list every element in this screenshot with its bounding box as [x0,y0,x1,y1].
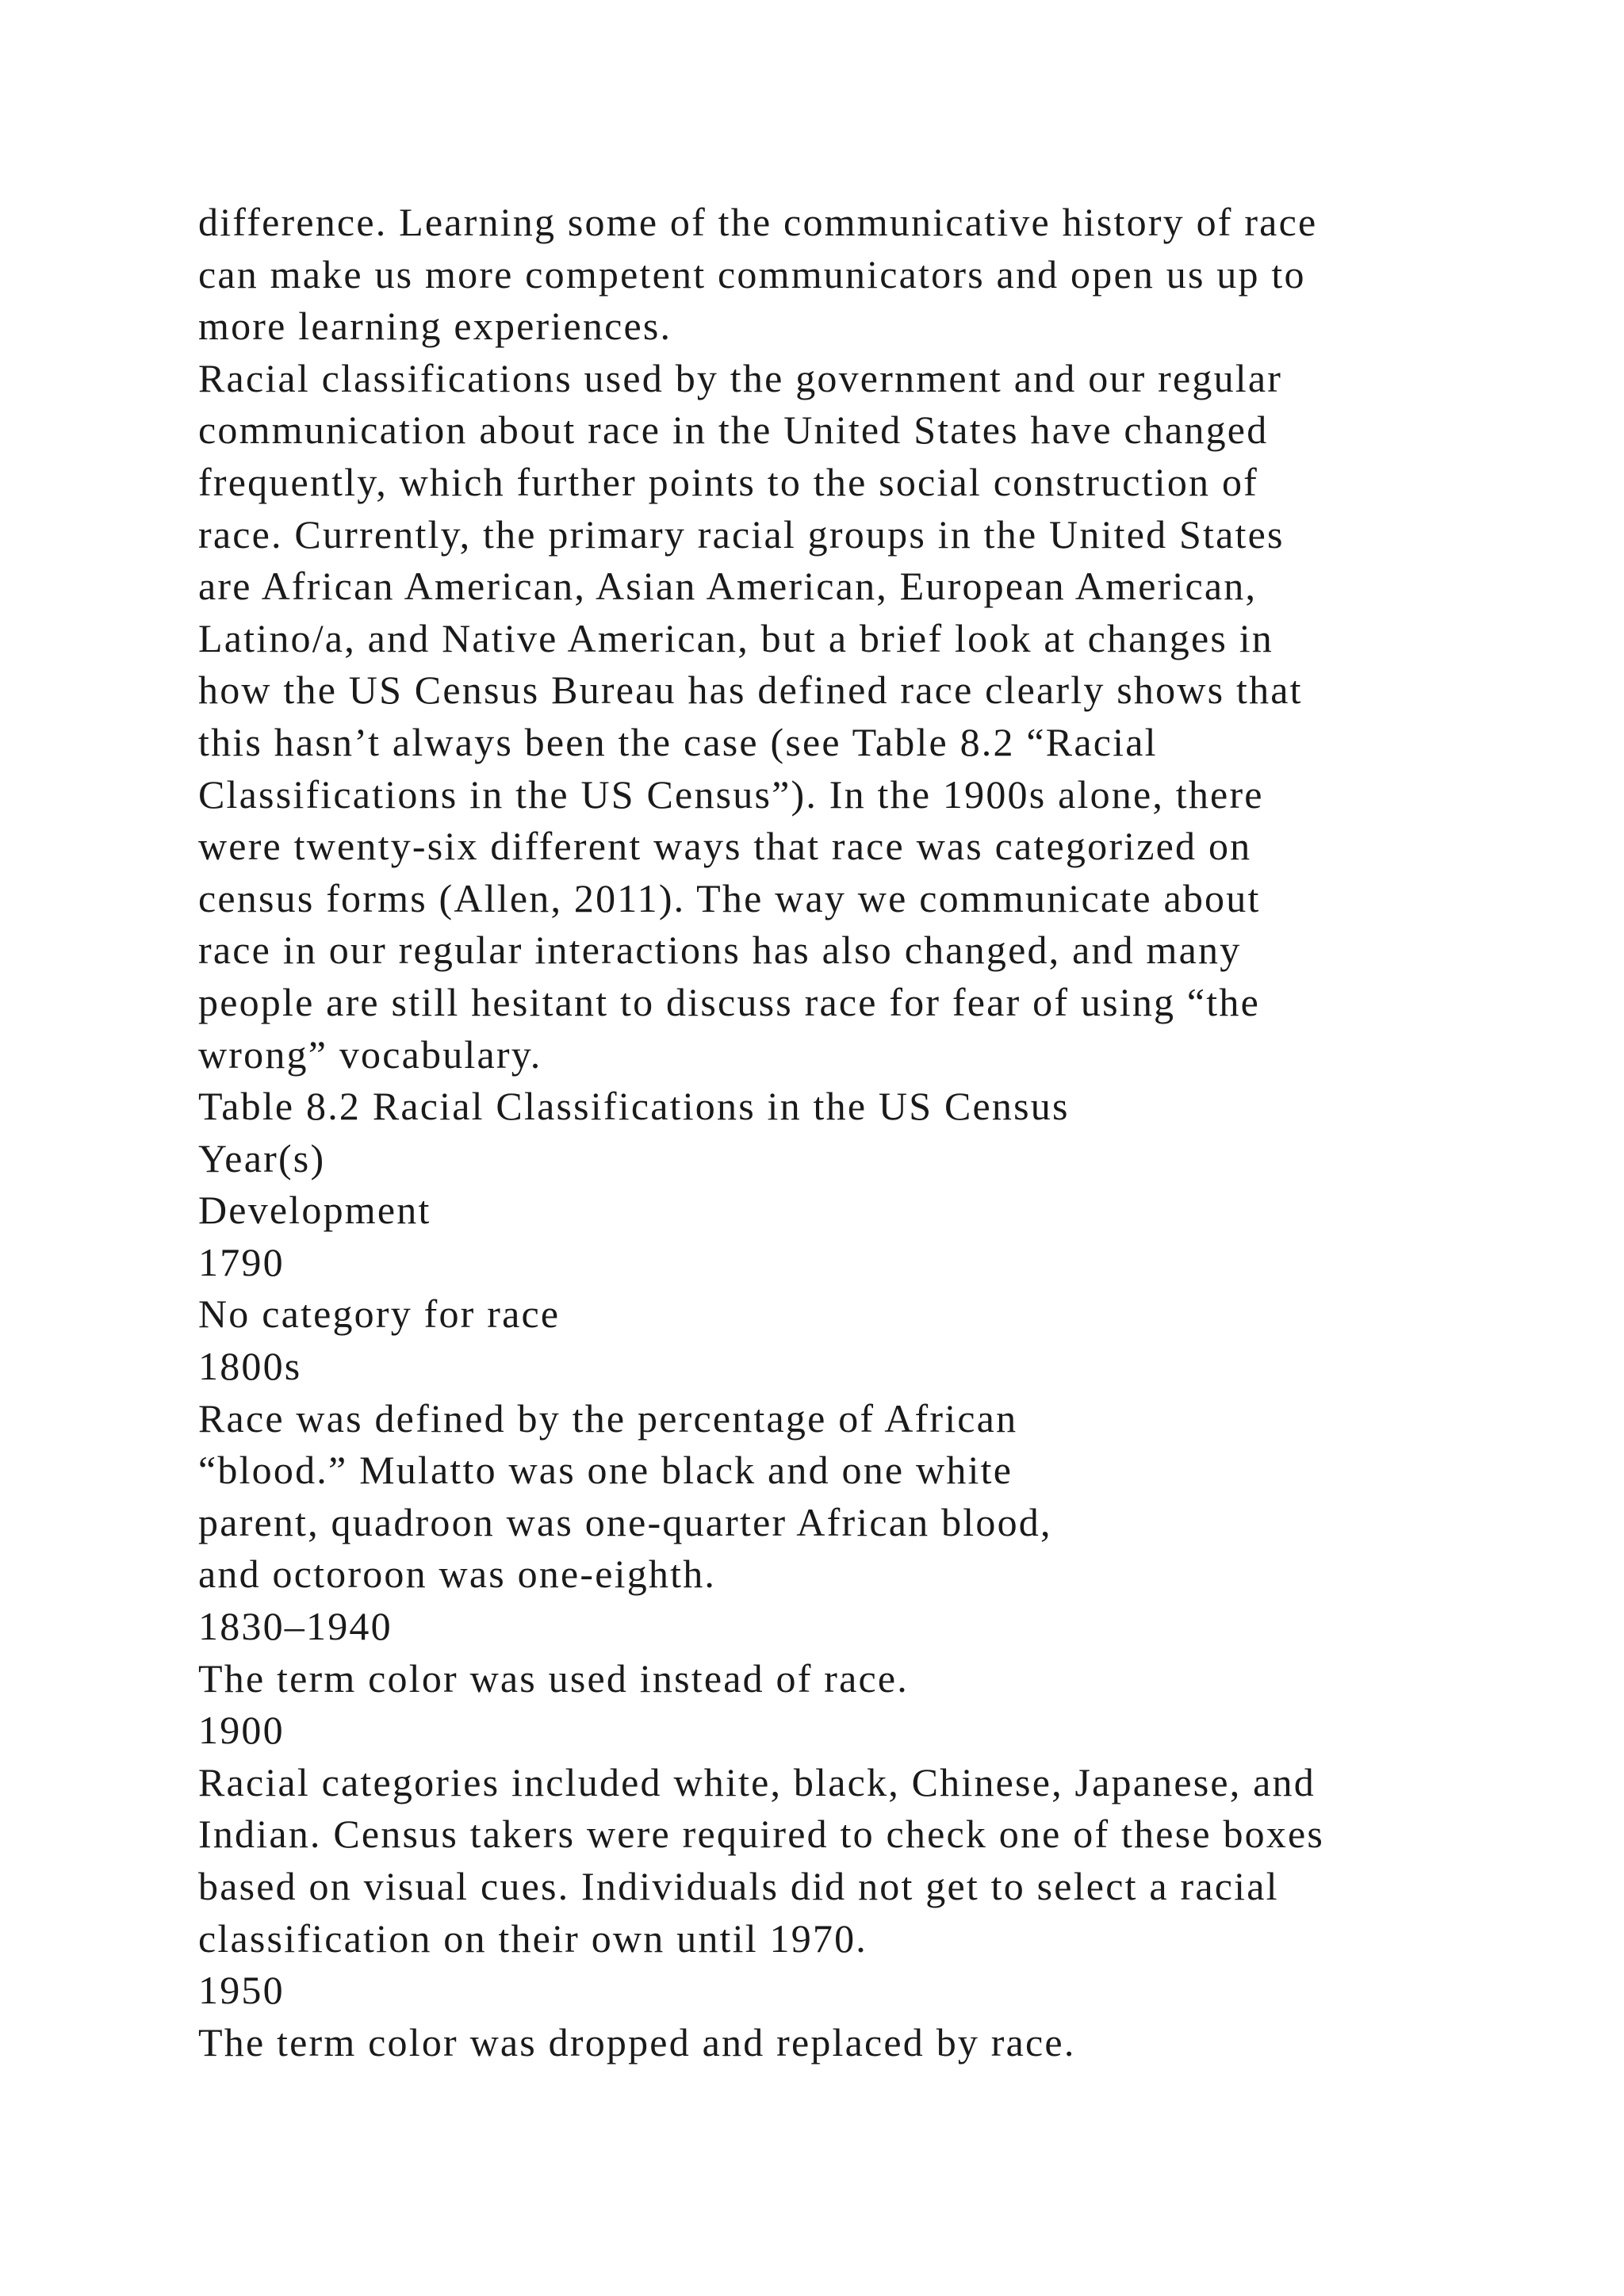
text-line: can make us more competent communicators and open us up to [198,251,1306,297]
row-development: Race was defined by the percentage of African [198,1395,1018,1441]
text-line: difference. Learning some of the communicative history of race [198,200,1318,244]
census-table [198,1081,1546,2068]
text-line: are African American, Asian American, European American, [198,564,1258,609]
row-development: No category for race [198,1292,561,1337]
text-line: wrong” vocabulary. [198,1031,542,1077]
table-header-years: Year(s) [198,1135,326,1181]
row-year: 1950 [198,1968,285,2013]
text-line: frequently, which further points to the social construction of [198,459,1259,504]
body-paragraph [198,353,1546,1081]
row-development: Racial categories included white, black, Chinese, Japanese, and [198,1759,1316,1804]
text-line: Racial classifications used by the government and our regular [198,355,1283,400]
row-year: 1790 [198,1239,285,1284]
text-line: communication about race in the United States have changed [198,408,1269,453]
document-page [198,197,1546,2068]
text-line: how the US Census Bureau has defined race clearly shows that [198,668,1303,713]
text-line: census forms (Allen, 2011). The way we communicate about [198,875,1261,920]
row-development: The term color was dropped and replaced by race. [198,2019,1076,2064]
text-line: more learning experiences. [198,304,672,349]
row-year: 1900 [198,1708,285,1753]
row-development: classification on their own until 1970. [198,1915,868,1961]
text-line: race. Currently, the primary racial groups in the United States [198,511,1285,557]
text-line: were twenty-six different ways that race was categorized on [198,824,1252,869]
row-development: Indian. Census takers were required to check one of these boxes [198,1812,1325,1857]
row-year: 1800s [198,1344,302,1389]
row-development: The term color was used instead of race. [198,1655,910,1701]
intro-paragraph [198,197,1546,353]
row-development: parent, quadroon was one-quarter African blood, [198,1499,1052,1544]
text-line: race in our regular interactions has also changed, and many [198,928,1242,973]
row-year: 1830–1940 [198,1604,393,1649]
table-caption: Table 8.2 Racial Classifications in the US Census [198,1084,1070,1129]
text-line: people are still hesitant to discuss race for fear of using “the [198,979,1260,1024]
table-row [198,1965,1546,2068]
text-line: this hasn’t always been the case (see Table 8.2 “Racial [198,719,1158,764]
table-header-development: Development [198,1188,431,1233]
table-row [198,1341,1546,1601]
table-row [198,1237,1546,1341]
text-line: Latino/a, and Native American, but a brief look at changes in [198,615,1274,660]
row-development: “blood.” Mulatto was one black and one white [198,1448,1013,1493]
row-development: and octoroon was one-eighth. [198,1552,717,1597]
text-line: Classifications in the US Census”). In the 1900s alone, there [198,771,1264,817]
table-row [198,1705,1546,1965]
row-development: based on visual cues. Individuals did not get to select a racial [198,1864,1279,1908]
table-row [198,1601,1546,1705]
